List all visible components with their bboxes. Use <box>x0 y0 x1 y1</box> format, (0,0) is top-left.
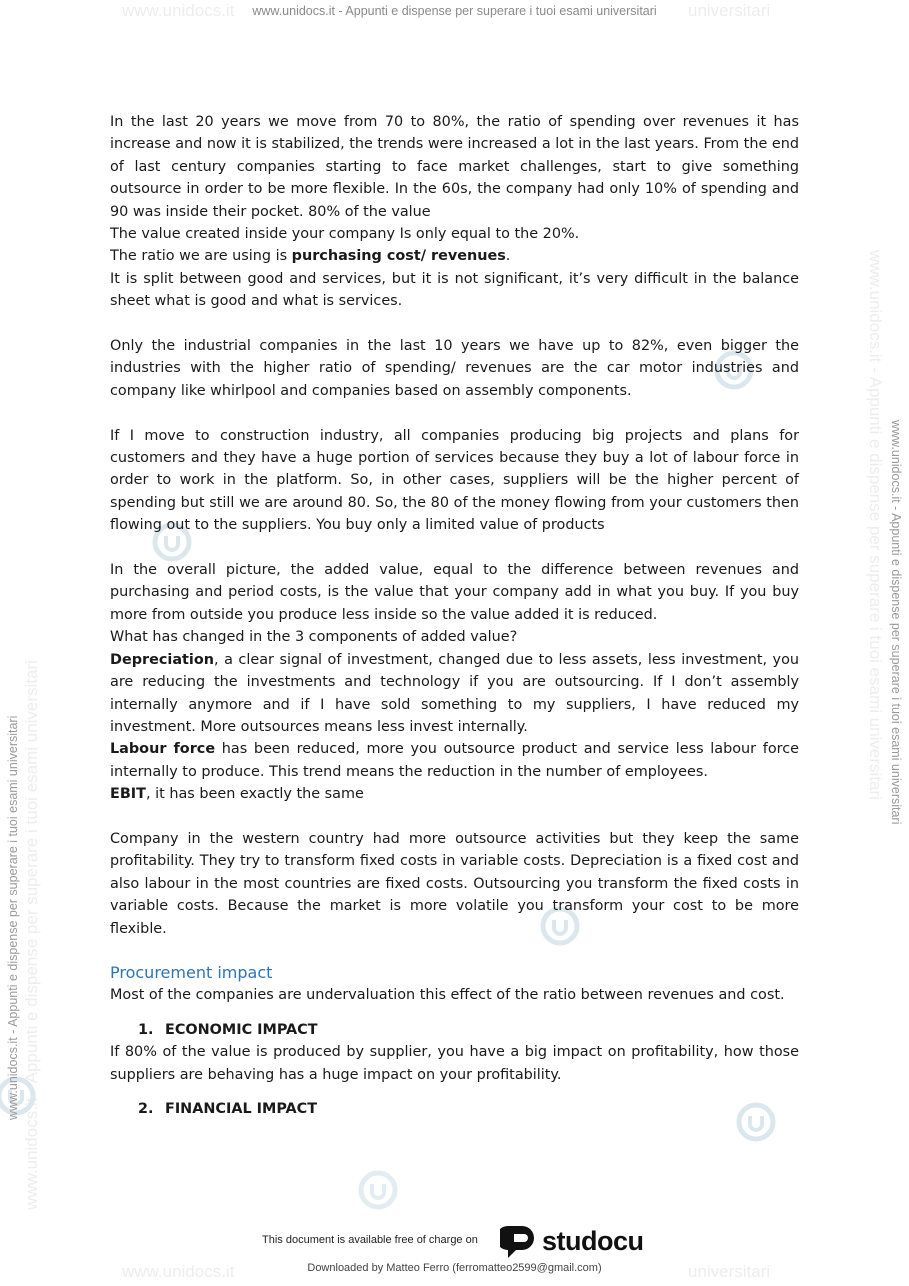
bold-term: purchasing cost/ revenues <box>291 248 506 265</box>
unidocs-logo-icon <box>356 1168 400 1212</box>
paragraph: EBIT, it has been exactly the same <box>110 786 364 803</box>
watermark-ghost-bottom-left: www.unidocs.it <box>122 1262 235 1281</box>
watermark-side-left: www.unidocs.it - Appunti e dispense per superare i tuoi esami universitari <box>6 715 20 1120</box>
bold-term: EBIT <box>110 786 146 803</box>
watermark-side-right: www.unidocs.it - Appunti e dispense per superare i tuoi esami universitari <box>889 420 903 825</box>
paragraph: In the overall picture, the added value, equal to the difference between revenues and purchasing and period costs, is the value that your company add in what you buy. If you buy more from outside you produce less inside so the value added it is reduced. <box>110 562 799 623</box>
paragraph: It is split between good and services, but it is not significant, it’s very difficult in the balance sheet what is good and what is services. <box>110 270 799 310</box>
paragraph: Only the industrial companies in the last 10 years we have up to 82%, even bigger the industries with the higher ratio of spending/ revenues are the car motor industries and company like whirlpool and companies based on assembly components. <box>110 338 799 399</box>
studocu-logo-icon <box>500 1222 538 1260</box>
paragraph: Most of the companies are undervaluation this effect of the ratio between revenues and cost. <box>110 987 785 1004</box>
bold-term: Labour force <box>110 741 216 758</box>
paragraph: In the last 20 years we move from 70 to 80%, the ratio of spending over revenues it has increase and now it is stabilized, the trends were increased a lot in the last years. From the end of last century companies starting to face market challenges, start to give something outsource in order to be more flexible. In the 60s, the company had only 10% of spending and 90 was inside their pocket. 80% of the value <box>110 114 799 220</box>
paragraph: Depreciation, a clear signal of investment, changed due to less assets, less investment, you are reducing the investments and technology if you are outsourcing. If I don’t assembly internally anymore and if I have sold something to my suppliers, I have reduced my investment. More outsources means less invest internally. <box>110 651 799 735</box>
studocu-logo-text: studocu <box>542 1225 644 1256</box>
side-ghost-right: www.unidocs.it - Appunti e dispense per superare i tuoi esami universitari <box>866 250 885 800</box>
list-item: 2. FINANCIAL IMPACT <box>138 1101 318 1117</box>
paragraph: If 80% of the value is produced by supplier, you have a big impact on profitability, how those suppliers are behaving has a huge impact on your profitability. <box>110 1044 799 1083</box>
list-item: 1. ECONOMIC IMPACT <box>138 1021 318 1038</box>
footer-available-text: This document is available free of charge on <box>262 1234 478 1246</box>
watermark-ghost-bottom-right: universitari <box>688 1262 771 1281</box>
side-ghost-left: www.unidocs.it - Appunti e dispense per superare i tuoi esami universitari <box>22 660 41 1210</box>
section-heading: Procurement impact <box>110 962 273 982</box>
studocu-logo[interactable] <box>500 1222 644 1260</box>
paragraph: If I move to construction industry, all companies producing big projects and plans for customers and they have a huge portion of services because they buy a lot of labour force in order to work in the platform. So, in other cases, suppliers will be the higher percent of spending but still we are around 80. So, the 80 of the money flowing from your customers then flowing out to the suppliers. You buy only a limited value of products <box>110 427 799 534</box>
paragraph: The value created inside your company Is only equal to the 20%. <box>110 226 580 243</box>
footer-downloaded-text: Downloaded by Matteo Ferro (ferromatteo2599@gmail.com) <box>307 1262 602 1274</box>
document-body <box>110 111 799 1120</box>
watermark-top: www.unidocs.it - Appunti e dispense per superare i tuoi esami universitari <box>252 4 657 18</box>
bold-term: Depreciation <box>110 651 214 668</box>
paragraph: The ratio we are using is purchasing cost/ revenues. <box>110 248 511 265</box>
paragraph: Company in the western country had more outsource activities but they keep the same profitability. They try to transform fixed costs in variable costs. Depreciation is a fixed cost and also labour in the most countries are fixed costs. Outsourcing you transform the fixed costs in variable costs. Because the market is more volatile you transform your cost to be more flexible. <box>110 830 799 937</box>
paragraph: What has changed in the 3 components of added value? <box>110 629 518 646</box>
watermark-ghost-left: www.unidocs.it <box>122 1 235 20</box>
watermark-ghost-right: universitari <box>688 1 771 20</box>
paragraph: Labour force has been reduced, more you outsource product and service less labour force internally to produce. This trend means the reduction in the number of employees. <box>110 741 799 780</box>
